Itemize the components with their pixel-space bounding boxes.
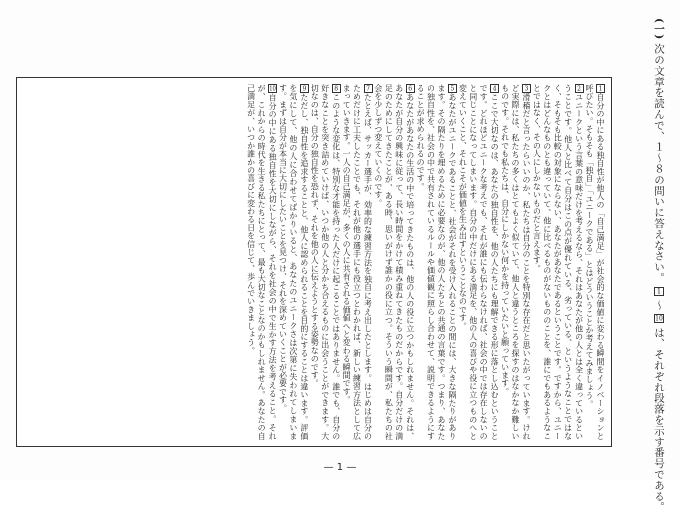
paragraph-text: ユニークという言葉の意味だけを考えるなら、それはあなたが他の人とは全く違っているということです。他人と比べて自分はこの点が優れている、劣っている、というようなことではなく、そもそも比較の対象にならない、あなたがあなたであるということです。ですから、ユニークとはどんなものとも違っていて、他に比べるものがないもののことを、誰にでもあるようなことではなく、その人にしかないものだと言えます。 [532,84,584,440]
paragraph-text: あなたがあなたの生活の中で培ってきたものは、他の人の役に立つかもしれません。それは、あなたが自分の興味に従って、長い時間をかけて積み重ねてきたものだからです。自分だけの満足のためにしてきたことが、ある時、思いがけず誰かの役に立つ。そういう瞬間が、私たちの社会を少しずつ変えていくのです。 [373,84,415,440]
instruction-box-first: 1 [654,287,664,296]
paragraph-number: 6 [406,84,415,93]
paragraph [373,84,415,440]
paragraph-number: 5 [448,84,457,93]
paragraph [309,84,341,440]
question-number: (一) [653,18,665,40]
paragraph-text: このような変化は、特別な才能を持った人だけに起こることではありません。誰でも、自分の好きなことを突き詰めていけば、いつか他の人と分かち合えるものに出会うことができます。大切なのは、自分の独自性を恐れず、それを他の人に伝えようとする姿勢なのです。 [310,84,341,440]
instruction-text-before: 次の文章を読んで、１～８の問いに答えなさい。 [653,43,665,284]
passage-body [23,84,605,440]
paragraph [245,84,277,440]
paragraph-number: 8 [332,84,341,93]
paragraph [584,84,605,440]
paragraph [531,84,584,440]
paragraph-number: 3 [522,84,531,93]
paragraph [499,84,531,440]
paragraph-number: 2 [575,84,584,93]
paragraph [277,84,309,440]
paragraph [415,84,457,440]
paragraph [341,84,373,440]
paragraph-text: あなたがユニークであることと、社会がそれを受け入れることの間には、大きな隔たりがあります。その隔たりを埋めるために必要なのが、他の人たちとの共通の言葉です。つまり、あなたの独自性を、社会の中で共有されているルールや価値観に照らし合わせて、説明できるようにすることが求められるのです。 [416,84,457,440]
paragraph-text: 自分の中にある独自性が他人の「自己満足」が社会的な価値に変わる瞬間をイノベーションと呼びたい。そもそも「独自」「ユニークである」とはどういうことか考えてみましょう。 [585,84,605,440]
instruction-text-middle: ～ [653,299,665,311]
instruction-text-after: は、それぞれ段落を示す番号である。 [653,327,665,512]
paragraph-text: 自分の中にある独自性を大切にしながら、それを社会の中で生かす方法を考えること。それが、これからの時代を生きる私たちにとって、最も大切なことなのかもしれません。あなたの自己満足が、いつか誰かの喜びに変わる日を信じて、歩んでいきましょう。 [246,84,278,440]
paragraph-number: 4 [490,84,499,93]
paragraph-text: 滑稽だと言ったらいいのか、私たちは自分のことを特別な存在だと思いたがっています。けれど実際には、私たちの多くはとてもよく似ていて、他人と違うところを探すのはなかなか難しいものです。それでも私たちは、自分にしかない何かを持っていたいと願っています。 [500,84,531,440]
paragraph-number: 9 [300,84,309,93]
passage-frame [16,77,612,447]
paragraph [457,84,499,440]
paragraph-text: たとえば、サッカー選手が、効率的な練習方法を独自に考え出したとします。はじめは自分のためだけに工夫したことでも、それが他の選手にも役立つとわかれば、新しい練習方法として広まっていきます。一人の自己満足が、多くの人に共有される価値へと変わる瞬間です。 [342,84,373,440]
instruction-box-last: 10 [655,315,663,323]
page-number: — 1 — [323,462,357,473]
paragraph-number: 7 [364,84,373,93]
paragraph-text: ただし、独自性を追求することと、他人に認められることを目的にすることは違います。評価を気にして、他の人に合わせてばかりいると、あなたのユニークさは次第に失われてしまいます。まずは自分が本当に大切にしたいことを見つけ、それを深めていくことが必要です。 [278,84,309,440]
question-instruction [652,18,666,512]
paragraph-number: 1 [596,84,605,93]
paragraph-number: 10 [269,85,276,92]
paragraph-text: ここで大切なのは、あなたの独自性を、他の人たちにも理解できる形に落とし込むということです。どれほどユニークな考えでも、それが誰にも伝わらなければ、社会の中では存在しないのと同じことになってしまいます。自分の中だけにある満足を、他の人の喜びや役に立つものへと変えていくこと、それこそが価値を生み出すということなのです。 [458,84,500,440]
